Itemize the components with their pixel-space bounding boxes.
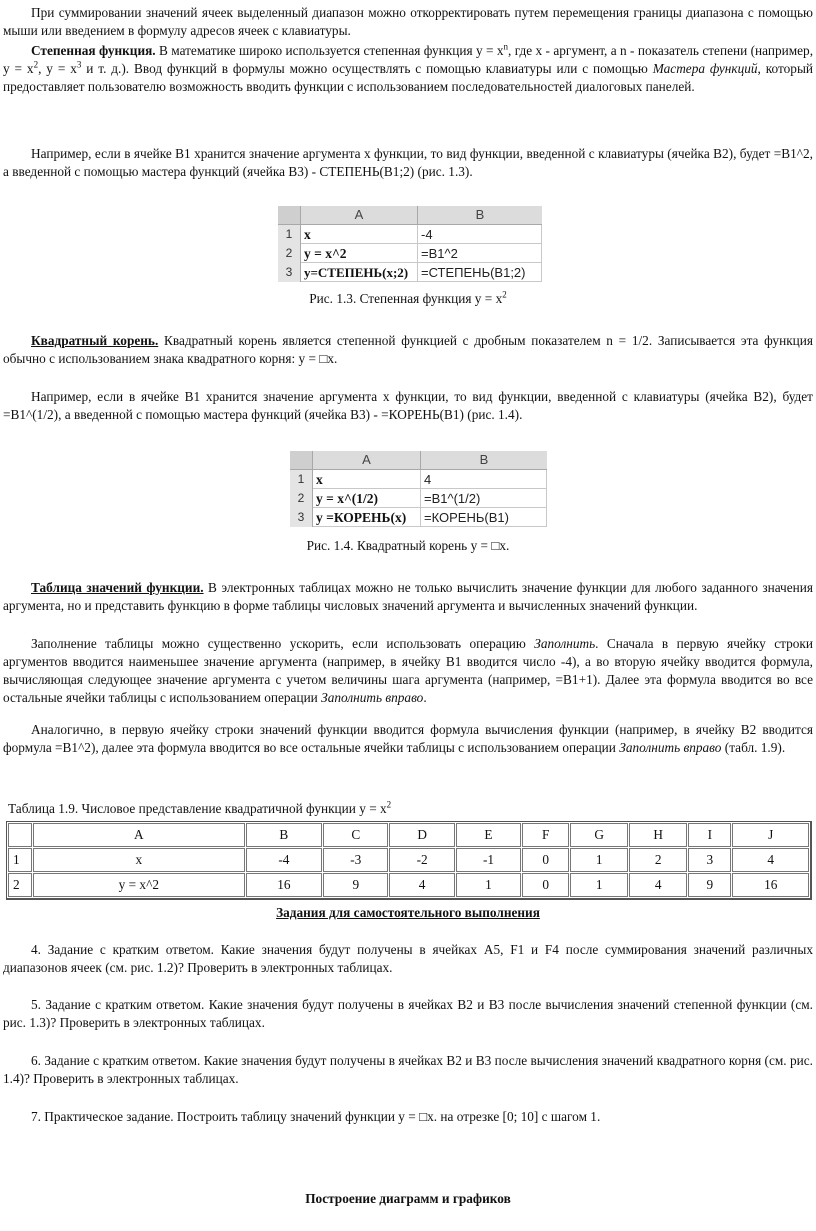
table-cell: 16 [732, 873, 809, 897]
cell-a3: y =КОРЕНЬ(x) [313, 508, 421, 527]
table-cell: A [33, 823, 245, 847]
table-cell: 4 [389, 873, 454, 897]
table-cell: H [629, 823, 687, 847]
task-5: 5. Задание с кратким ответом. Какие значения будут получены в ячейках B2 и B3 после вычисления значений степенной функции (см. рис. 1.3)? Проверить в электронных таблицах. [3, 997, 813, 1030]
table-caption-1-9: Таблица 1.9. Числовое представление квадратичной функции $y = x^2$ [8, 799, 392, 816]
heading-power-function: Степенная функция. [31, 43, 156, 58]
table-cell: 9 [323, 873, 388, 897]
heading-square-root: Квадратный корень. [31, 333, 159, 348]
cell-b3: =СТЕПЕНЬ(B1;2) [418, 263, 542, 282]
table-cell: E [456, 823, 521, 847]
cell-b3: =КОРЕНЬ(B1) [421, 508, 547, 527]
tasks-title: Задания для самостоятельного выполнения [276, 905, 540, 920]
row-number: 1 [290, 470, 313, 489]
cell-b1: -4 [418, 225, 542, 244]
table-cell: 1 [456, 873, 521, 897]
task-4: 4. Задание с кратким ответом. Какие значения будут получены в ячейках A5, F1 и F4 после суммирования значений различных диапазонов ячеек (см. рис. 1.2)? Проверить в электронных таблицах. [3, 942, 813, 975]
table-cell: J [732, 823, 809, 847]
paragraph-power-function: Степенная функция. В математике широко используется степенная функция $y = x^n$, где x - аргумент, а n - показатель степени (например, $y = x^2$, $y = x^3$ и т. д.). Ввод функций в формулы можно осуществлять с помощью клавиатуры или с помощью Мастера функций, который предоставляет пользователю возможность вводить функции с использованием последовательностей диалоговых панелей. [3, 41, 814, 94]
section-title-charts: Построение диаграмм и графиков [305, 1191, 511, 1206]
column-header-b: B [421, 451, 547, 470]
table-row [8, 848, 809, 872]
table-cell: I [688, 823, 731, 847]
table-cell: 1 [570, 873, 628, 897]
cell-b2: =B1^2 [418, 244, 542, 263]
row-number: 3 [290, 508, 313, 527]
table-cell: 4 [732, 848, 809, 872]
spreadsheet-figure-1-4 [290, 451, 547, 527]
row-number: 2 [290, 489, 313, 508]
table-row [8, 873, 809, 897]
cell-a2: y = x^(1/2) [313, 489, 421, 508]
table-cell: C [323, 823, 388, 847]
column-header-a: A [313, 451, 421, 470]
table-cell: 9 [688, 873, 731, 897]
table-cell: 0 [522, 848, 569, 872]
cell-b1: 4 [421, 470, 547, 489]
table-cell: 1 [8, 848, 32, 872]
cell-b2: =B1^(1/2) [421, 489, 547, 508]
cell-a2: y = x^2 [301, 244, 418, 263]
spreadsheet-figure-1-3 [278, 206, 542, 282]
table-cell: 0 [522, 873, 569, 897]
table-cell: G [570, 823, 628, 847]
cell-a1: x [301, 225, 418, 244]
cell-a1: x [313, 470, 421, 489]
table-cell: -1 [456, 848, 521, 872]
table-cell: -4 [246, 848, 322, 872]
task-7: 7. Практическое задание. Построить таблицу значений функции y = □x. на отрезке [0; 10] с шагом 1. [31, 1109, 601, 1124]
table-header-row [8, 823, 809, 847]
table-cell: 3 [688, 848, 731, 872]
column-header-b: B [418, 206, 542, 225]
task-6: 6. Задание с кратким ответом. Какие значения будут получены в ячейках B2 и B3 после вычисления значений квадратного корня (см. рис. 1.4)? Проверить в электронных таблицах. [3, 1053, 813, 1086]
paragraph-values-table: Таблица значений функции. В электронных таблицах можно не только вычислить значение функции для любого заданного значения аргумента, но и представить функцию в форме таблицы числовых значений аргумента и вычисленных значений функции. [3, 580, 813, 613]
table-cell [8, 823, 32, 847]
table-cell: y = x^2 [33, 873, 245, 897]
paragraph-range-correction: При суммировании значений ячеек выделенный диапазон можно откорректировать путем перемещения границы диапазона с помощью мыши или введением в формулу адресов ячеек с клавиатуры. [3, 5, 813, 38]
paragraph-square-root: Квадратный корень. Квадратный корень является степенной функцией с дробным показателем n = 1/2. Записывается эта функция обычно с использованием знака квадратного корня: y = □x. [3, 333, 814, 366]
paragraph-example-sqrt: Например, если в ячейке B1 хранится значение аргумента x функции, то вид функции, введенной с клавиатуры (ячейка B2), будет =B1^(1/2), а введенной с помощью мастера функций (ячейка B3) - =КОРЕНЬ(B1) (рис. 1.4). [3, 389, 813, 422]
table-cell: 2 [8, 873, 32, 897]
column-header-a: A [301, 206, 418, 225]
paragraph-similarly: Аналогично, в первую ячейку строки значений функции вводится формула вычисления функции (например, в ячейку B2 вводится формула =B1^2), далее эта формула вводится во все остальные ячейки таблицы с использованием операции Заполнить вправо (табл. 1.9). [3, 722, 813, 755]
figure-caption-1-4: Рис. 1.4. Квадратный корень y = □x. [306, 538, 510, 553]
table-cell: B [246, 823, 322, 847]
table-cell: x [33, 848, 245, 872]
paragraph-example-power: Например, если в ячейке B1 хранится значение аргумента x функции, то вид функции, введенной с клавиатуры (ячейка B2), будет =B1^2, а введенной с помощью мастера функций (ячейка B3) - СТЕПЕНЬ(B1;2) (рис. 1.3). [3, 146, 813, 179]
table-cell: 4 [629, 873, 687, 897]
table-cell: -3 [323, 848, 388, 872]
table-cell: 16 [246, 873, 322, 897]
cell-a3: y=СТЕПЕНЬ(x;2) [301, 263, 418, 282]
row-number: 3 [278, 263, 301, 282]
heading-values-table: Таблица значений функции. [31, 580, 204, 595]
figure-caption-1-3: Рис. 1.3. Степенная функция $y = x^2$ [309, 289, 507, 306]
table-cell: D [389, 823, 454, 847]
row-number: 2 [278, 244, 301, 263]
table-cell: 2 [629, 848, 687, 872]
table-cell: -2 [389, 848, 454, 872]
paragraph-fill-operation: Заполнение таблицы можно существенно ускорить, если использовать операцию Заполнить. Сначала в первую ячейку строки аргументов вводится наименьшее значение аргумента (например, в ячейку B1 вводится число -4), а во вторую ячейку вводится формула, вычисляющая следующее значение аргумента с учетом величины шага аргумента (например, =B1+1). Далее эта формула вводится во все остальные ячейки таблицы с использованием операции Заполнить вправо. [3, 636, 813, 705]
table-cell: F [522, 823, 569, 847]
table-cell: 1 [570, 848, 628, 872]
row-number: 1 [278, 225, 301, 244]
table-1-9 [6, 821, 812, 900]
